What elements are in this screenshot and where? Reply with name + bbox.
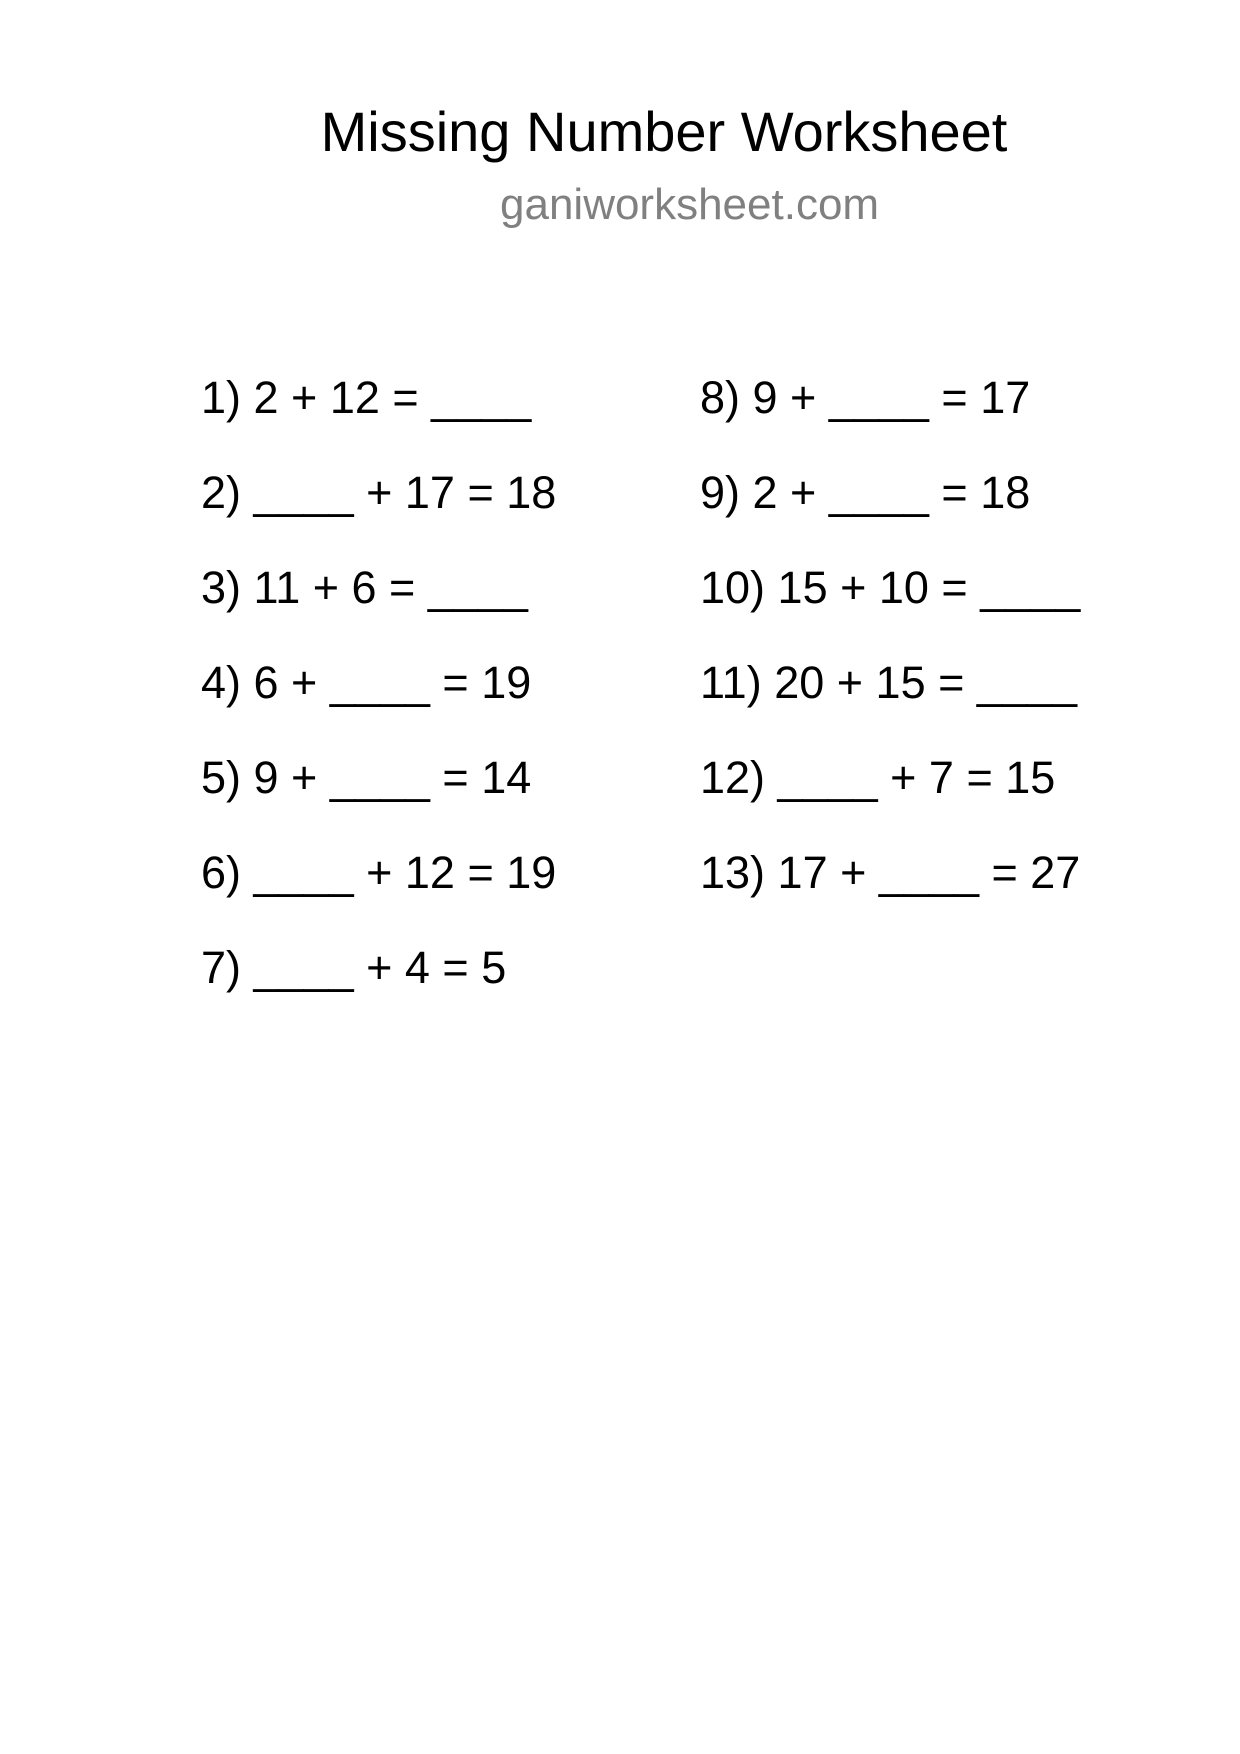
page-title: Missing Number Worksheet	[320, 100, 1008, 163]
problem-10: 10) 15 + 10 = ____	[700, 562, 1081, 613]
problem-1: 1) 2 + 12 = ____	[201, 372, 532, 423]
problem-4: 4) 6 + ____ = 19	[201, 657, 532, 708]
problem-3: 3) 11 + 6 = ____	[201, 562, 528, 613]
problem-7: 7) ____ + 4 = 5	[201, 942, 507, 993]
problem-9: 9) 2 + ____ = 18	[700, 467, 1031, 518]
problems-left-column	[201, 350, 556, 1015]
problem-2: 2) ____ + 17 = 18	[201, 467, 557, 518]
problem-6: 6) ____ + 12 = 19	[201, 847, 557, 898]
problem-13: 13) 17 + ____ = 27	[700, 847, 1081, 898]
problem-12: 12) ____ + 7 = 15	[700, 752, 1056, 803]
problem-8: 8) 9 + ____ = 17	[700, 372, 1031, 423]
problem-11: 11) 20 + 15 = ____	[700, 657, 1077, 708]
problems-right-column	[700, 350, 1080, 920]
problem-5: 5) 9 + ____ = 14	[201, 752, 532, 803]
site-url: ganiworksheet.com	[500, 180, 880, 229]
